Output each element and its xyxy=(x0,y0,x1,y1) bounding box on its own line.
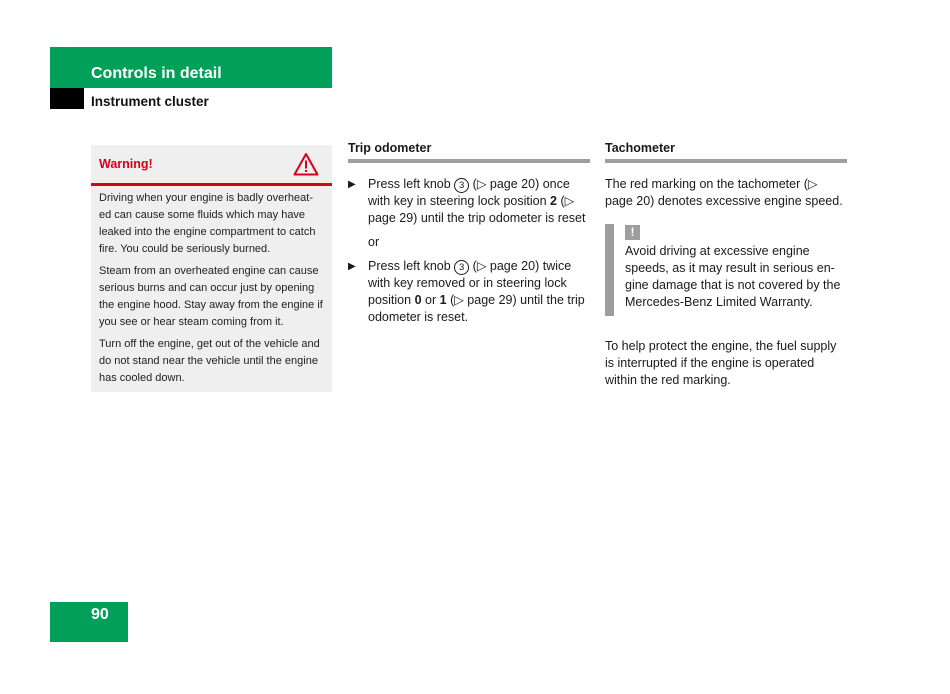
warning-paragraph: Turn off the engine, get out of the vehicle and do not stand near the vehicle until the engine has cooled down. xyxy=(99,338,320,384)
step-text: or xyxy=(425,293,437,307)
step-text: Press left knob xyxy=(368,177,451,191)
note-box xyxy=(605,224,847,314)
subsection-marker xyxy=(50,88,84,109)
warning-header xyxy=(91,145,332,186)
trip-odometer-heading: Trip odometer xyxy=(348,140,590,163)
step-text: (▷ page 29) until the trip odometer is reset xyxy=(368,194,586,225)
exclamation-icon: ! xyxy=(625,225,640,240)
step-text: (▷ page 20) twice with key removed or in steering lock position xyxy=(368,259,572,307)
trip-odometer-column xyxy=(348,140,590,333)
page-number: 90 xyxy=(91,606,109,623)
subsection-title: Instrument cluster xyxy=(91,94,209,109)
warning-body xyxy=(91,186,332,387)
note-text: Avoid driving at excessive engine speeds, as it may result in serious en-gine damage that is not covered by the Mercedes-Benz Limited Warranty. xyxy=(625,244,841,309)
position-value: 2 xyxy=(550,194,557,208)
tachometer-heading: Tachometer xyxy=(605,140,847,163)
knob-number-badge: 3 xyxy=(454,178,469,193)
position-value: 0 xyxy=(414,293,422,307)
bullet-arrow-icon: ▶ xyxy=(348,261,356,272)
instruction-step xyxy=(348,258,590,326)
warning-triangle-icon xyxy=(293,152,319,176)
note-stripe xyxy=(605,224,614,316)
tachometer-column xyxy=(605,140,847,389)
instruction-step xyxy=(348,176,590,227)
warning-paragraph: Driving when your engine is badly overheat-ed can cause some fluids which may have leaked into the engine compartment to catch fire. You could be seriously burned. xyxy=(99,192,316,255)
section-header-bar xyxy=(50,47,332,88)
step-text: (▷ page 29) until the trip odometer is reset. xyxy=(368,293,585,324)
or-separator: or xyxy=(368,235,380,249)
tachometer-intro: The red marking on the tachometer (▷ page 20) denotes excessive engine speed. xyxy=(605,177,843,208)
knob-number-badge: 3 xyxy=(454,260,469,275)
tachometer-outro: To help protect the engine, the fuel supply is interrupted if the engine is operated within the red marking. xyxy=(605,339,837,387)
warning-title: Warning! xyxy=(99,157,153,171)
step-text: (▷ page 20) once with key in steering lock position xyxy=(368,177,570,208)
step-text: Press left knob xyxy=(368,259,451,273)
position-value: 1 xyxy=(439,293,447,307)
warning-paragraph: Steam from an overheated engine can cause serious burns and can occur just by opening the engine hood. Stay away from the engine if you see or hear steam coming from it. xyxy=(99,265,323,328)
page-number-box xyxy=(50,602,128,642)
bullet-arrow-icon: ▶ xyxy=(348,179,356,190)
warning-box xyxy=(91,145,332,392)
section-title: Controls in detail xyxy=(91,65,222,82)
